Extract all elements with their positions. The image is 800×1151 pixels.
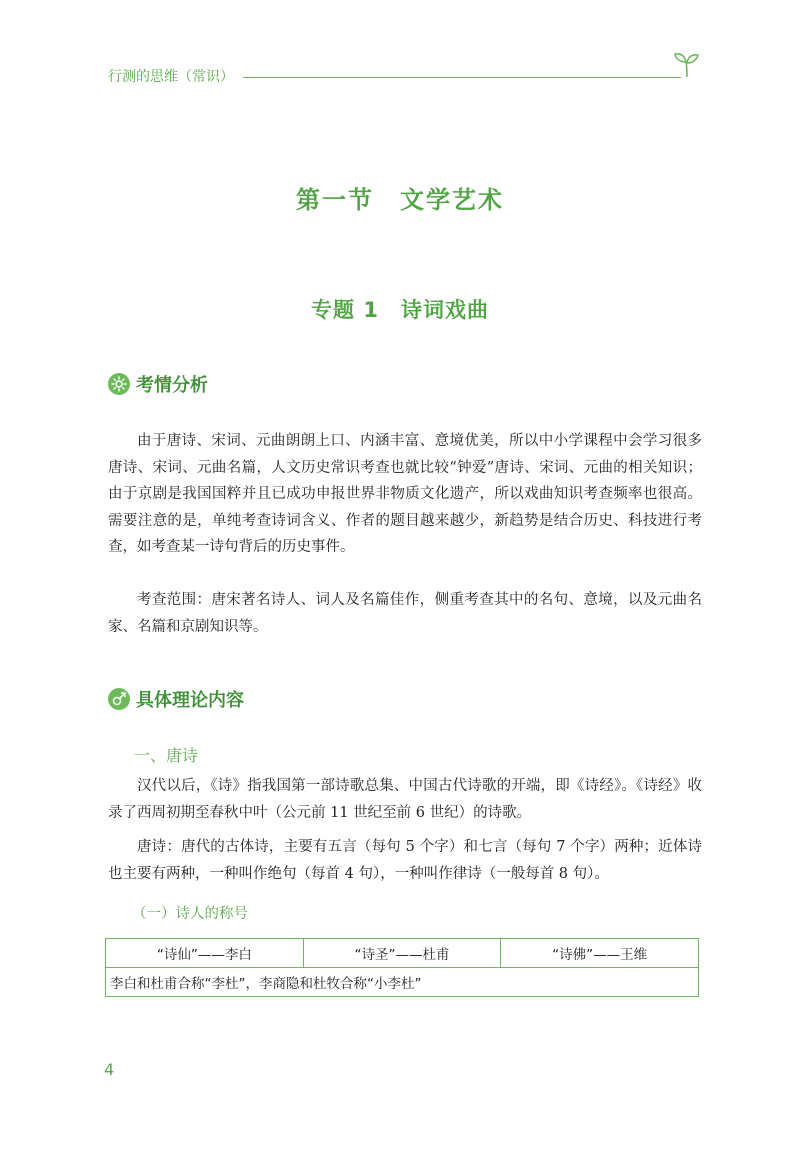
exam-analysis-heading (108, 371, 208, 397)
sun-icon (108, 373, 130, 395)
paragraph: 由于唐诗、宋词、元曲朗朗上口、内涵丰富、意境优美，所以中小学课程中会学习很多唐诗、宋词、元曲名篇，人文历史常识考查也就比较“钟爱”唐诗、宋词、元曲的相关知识；由于京剧是我国国粹并且已成功申报世界非物质文化遗产，所以戏曲知识考查频率也很高。需要注意的是，单纯考查诗词含义、作者的题目越来越少，新趋势是结合历史、科技进行考查，如考查某一诗句背后的历史事件。 (108, 433, 702, 555)
running-header (108, 64, 698, 90)
pencil-icon (108, 688, 130, 710)
table-cell: “诗圣”——杜甫 (303, 939, 501, 968)
paragraph: 唐诗：唐代的古体诗，主要有五言（每句 5 个字）和七言（每句 7 个字）两种；近体诗也主要有两种，一种叫作绝句（每首 4 句），一种叫作律诗（一般每首 8 句）。 (108, 839, 702, 882)
section-label: 考情分析 (136, 375, 208, 396)
sub-sub-heading: （一）诗人的称号 (132, 906, 248, 922)
theory-content-heading (108, 686, 244, 712)
table-cell: “诗仙”——李白 (106, 939, 304, 968)
paragraph: 考查范围：唐宋著名诗人、词人及名篇佳作，侧重考查其中的名句、意境，以及元曲名家、名篇和京剧知识等。 (108, 592, 702, 635)
table-row (106, 968, 699, 997)
table-cell: “诗佛”——王维 (501, 939, 699, 968)
sub-heading: 一、唐诗 (134, 746, 199, 765)
paragraph: 汉代以后，《诗》指我国第一部诗歌总集、中国古代诗歌的开端，即《诗经》。《诗经》收录了西周初期至春秋中叶（公元前 11 世纪至前 6 世纪）的诗歌。 (108, 778, 702, 821)
sprout-icon (674, 50, 700, 78)
section-label: 具体理论内容 (136, 690, 244, 711)
header-title: 行测的思维（常识） (108, 69, 234, 85)
topic-title: 专题 1 诗词戏曲 (311, 298, 489, 322)
table-cell: 李白和杜甫合称“李杜”，李商隐和杜牧合称“小李杜” (106, 968, 699, 997)
poet-titles-table (105, 938, 699, 997)
table-row (106, 939, 699, 968)
header-rule (243, 77, 681, 78)
section-title: 第一节 文学艺术 (296, 186, 504, 214)
page-number: 4 (104, 1060, 115, 1079)
